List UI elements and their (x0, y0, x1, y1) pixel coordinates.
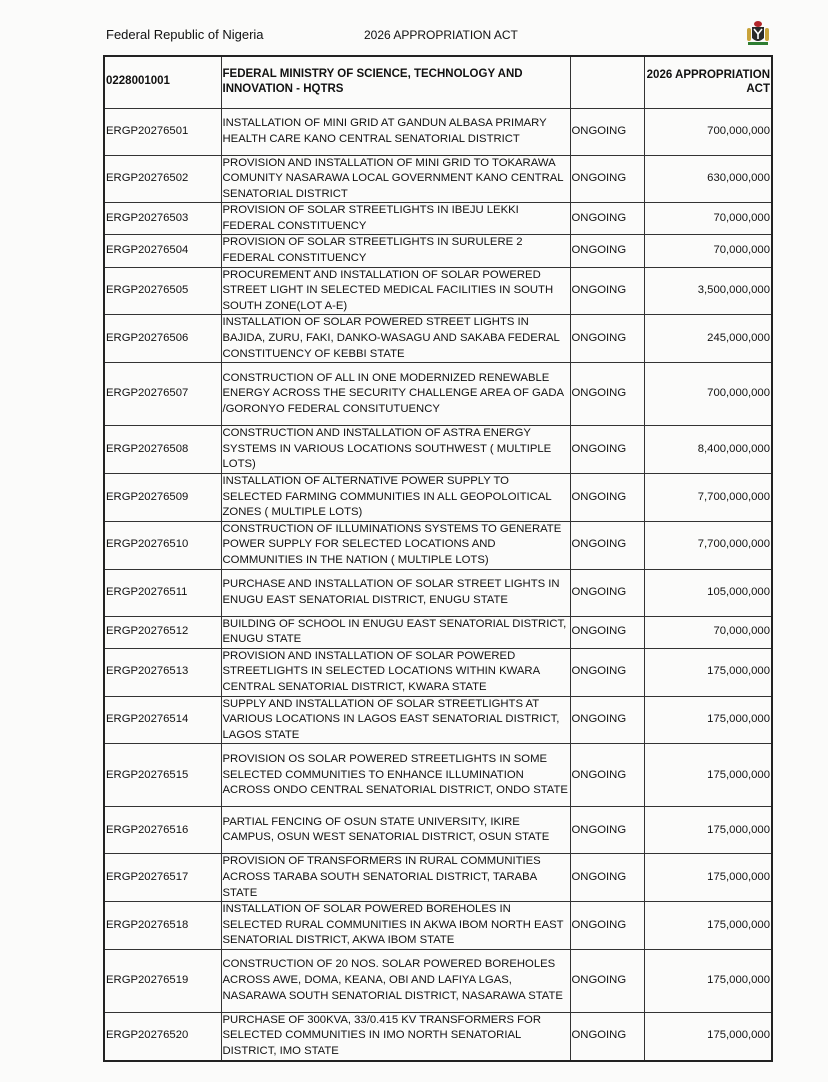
country-header: Federal Republic of Nigeria (106, 27, 264, 42)
item-description: PROVISION OF SOLAR STREETLIGHTS IN SURULERE 2 FEDERAL CONSTITUENCY (221, 235, 570, 267)
item-code: ERGP20276515 (104, 744, 221, 807)
item-description: INSTALLATION OF MINI GRID AT GANDUN ALBASA PRIMARY HEALTH CARE KANO CENTRAL SENATORIAL DISTRICT (221, 108, 570, 155)
item-amount: 630,000,000 (644, 155, 772, 203)
item-description: PURCHASE AND INSTALLATION OF SOLAR STREET LIGHTS IN ENUGU EAST SENATORIAL DISTRICT, ENUGU STATE (221, 569, 570, 616)
table-row (104, 949, 772, 1012)
table-row (104, 108, 772, 155)
appropriation-table (103, 55, 773, 1062)
item-amount: 70,000,000 (644, 203, 772, 235)
item-description: INSTALLATION OF ALTERNATIVE POWER SUPPLY TO SELECTED FARMING COMMUNITIES IN ALL GEOPOLOITICAL ZONES ( MULTIPLE LOTS) (221, 474, 570, 522)
table-row (104, 426, 772, 474)
item-description: CONSTRUCTION AND INSTALLATION OF ASTRA ENERGY SYSTEMS IN VARIOUS LOCATIONS SOUTHWEST ( MULTIPLE LOTS) (221, 426, 570, 474)
item-description: SUPPLY AND INSTALLATION OF SOLAR STREETLIGHTS AT VARIOUS LOCATIONS IN LAGOS EAST SENATORIAL DISTRICT, LAGOS STATE (221, 696, 570, 744)
item-status: ONGOING (570, 474, 644, 522)
item-code: ERGP20276504 (104, 235, 221, 267)
item-description: PROCUREMENT AND INSTALLATION OF SOLAR POWERED STREET LIGHT IN SELECTED MEDICAL FACILITIES IN SOUTH SOUTH ZONE(LOT A-E) (221, 267, 570, 315)
header-status-cell (570, 56, 644, 108)
item-description: INSTALLATION OF SOLAR POWERED STREET LIGHTS IN BAJIDA, ZURU, FAKI, DANKO-WASAGU AND SAKABA FEDERAL CONSTITUENCY OF KEBBI STATE (221, 315, 570, 363)
item-description: PROVISION OS SOLAR POWERED STREETLIGHTS IN SOME SELECTED COMMUNITIES TO ENHANCE ILLUMINATION ACROSS ONDO CENTRAL SENATORIAL DISTRICT, ONDO STATE (221, 744, 570, 807)
item-description: CONSTRUCTION OF 20 NOS. SOLAR POWERED BOREHOLES ACROSS AWE, DOMA, KEANA, OBI AND LAFIYA LGAS, NASARAWA SOUTH SENATORIAL DISTRICT, NASARAWA STATE (221, 949, 570, 1012)
item-status: ONGOING (570, 108, 644, 155)
item-amount: 245,000,000 (644, 315, 772, 363)
item-code: ERGP20276509 (104, 474, 221, 522)
item-amount: 175,000,000 (644, 807, 772, 854)
table-row (104, 807, 772, 854)
table-row (104, 203, 772, 235)
item-status: ONGOING (570, 267, 644, 315)
item-description: PROVISION OF TRANSFORMERS IN RURAL COMMUNITIES ACROSS TARABA SOUTH SENATORIAL DISTRICT, TARABA STATE (221, 854, 570, 902)
item-status: ONGOING (570, 744, 644, 807)
item-code: ERGP20276513 (104, 648, 221, 696)
item-code: ERGP20276520 (104, 1012, 221, 1060)
item-description: PURCHASE OF 300KVA, 33/0.415 KV TRANSFORMERS FOR SELECTED COMMUNITIES IN IMO NORTH SENATORIAL DISTRICT, IMO STATE (221, 1012, 570, 1060)
item-description: PROVISION OF SOLAR STREETLIGHTS IN IBEJU LEKKI FEDERAL CONSTITUENCY (221, 203, 570, 235)
item-status: ONGOING (570, 949, 644, 1012)
item-amount: 70,000,000 (644, 235, 772, 267)
item-amount: 3,500,000,000 (644, 267, 772, 315)
item-code: ERGP20276503 (104, 203, 221, 235)
item-status: ONGOING (570, 807, 644, 854)
item-description: INSTALLATION OF SOLAR POWERED BOREHOLES IN SELECTED RURAL COMMUNITIES IN AKWA IBOM NORTH EAST SENATORIAL DISTRICT, AKWA IBOM STATE (221, 902, 570, 950)
item-amount: 105,000,000 (644, 569, 772, 616)
nigeria-coat-of-arms-icon (744, 20, 772, 48)
table-row (104, 363, 772, 426)
table-row (104, 696, 772, 744)
item-status: ONGOING (570, 155, 644, 203)
item-status: ONGOING (570, 854, 644, 902)
item-status: ONGOING (570, 203, 644, 235)
item-status: ONGOING (570, 569, 644, 616)
item-amount: 175,000,000 (644, 648, 772, 696)
item-amount: 8,400,000,000 (644, 426, 772, 474)
item-amount: 70,000,000 (644, 616, 772, 648)
ministry-code: 0228001001 (104, 56, 221, 108)
table-header-row (104, 56, 772, 108)
item-amount: 175,000,000 (644, 696, 772, 744)
item-code: ERGP20276510 (104, 521, 221, 569)
item-status: ONGOING (570, 648, 644, 696)
item-amount: 7,700,000,000 (644, 521, 772, 569)
item-code: ERGP20276505 (104, 267, 221, 315)
item-code: ERGP20276514 (104, 696, 221, 744)
table-row (104, 648, 772, 696)
item-status: ONGOING (570, 315, 644, 363)
item-status: ONGOING (570, 363, 644, 426)
item-status: ONGOING (570, 1012, 644, 1060)
item-code: ERGP20276512 (104, 616, 221, 648)
item-amount: 700,000,000 (644, 108, 772, 155)
table-row (104, 267, 772, 315)
item-code: ERGP20276508 (104, 426, 221, 474)
appropriation-column-header: 2026 APPROPRIATION ACT (644, 56, 772, 108)
table-row (104, 521, 772, 569)
item-status: ONGOING (570, 426, 644, 474)
item-code: ERGP20276507 (104, 363, 221, 426)
item-description: PROVISION AND INSTALLATION OF MINI GRID TO TOKARAWA COMUNITY NASARAWA LOCAL GOVERNMENT KANO CENTRAL SENATORIAL DISTRICT (221, 155, 570, 203)
table-row (104, 569, 772, 616)
item-code: ERGP20276516 (104, 807, 221, 854)
item-amount: 700,000,000 (644, 363, 772, 426)
item-description: CONSTRUCTION OF ILLUMINATIONS SYSTEMS TO GENERATE POWER SUPPLY FOR SELECTED LOCATIONS AND COMMUNITIES IN THE NATION ( MULTIPLE LOTS) (221, 521, 570, 569)
item-status: ONGOING (570, 616, 644, 648)
ministry-title: FEDERAL MINISTRY OF SCIENCE, TECHNOLOGY AND INNOVATION - HQTRS (221, 56, 570, 108)
item-status: ONGOING (570, 902, 644, 950)
table-row (104, 1012, 772, 1060)
table-row (104, 155, 772, 203)
item-description: PROVISION AND INSTALLATION OF SOLAR POWERED STREETLIGHTS IN SELECTED LOCATIONS WITHIN KWARA CENTRAL SENATORIAL DISTRICT, KWARA STATE (221, 648, 570, 696)
table-row (104, 235, 772, 267)
item-status: ONGOING (570, 521, 644, 569)
item-amount: 175,000,000 (644, 949, 772, 1012)
item-amount: 175,000,000 (644, 1012, 772, 1060)
table-row (104, 616, 772, 648)
item-status: ONGOING (570, 235, 644, 267)
table-row (104, 315, 772, 363)
table-row (104, 902, 772, 950)
item-code: ERGP20276502 (104, 155, 221, 203)
item-code: ERGP20276518 (104, 902, 221, 950)
item-amount: 175,000,000 (644, 744, 772, 807)
table-row (104, 854, 772, 902)
act-title: 2026 APPROPRIATION ACT (364, 28, 518, 42)
item-amount: 7,700,000,000 (644, 474, 772, 522)
item-code: ERGP20276501 (104, 108, 221, 155)
item-description: PARTIAL FENCING OF OSUN STATE UNIVERSITY, IKIRE CAMPUS, OSUN WEST SENATORIAL DISTRICT, OSUN STATE (221, 807, 570, 854)
table-row (104, 474, 772, 522)
item-code: ERGP20276519 (104, 949, 221, 1012)
item-code: ERGP20276511 (104, 569, 221, 616)
item-code: ERGP20276506 (104, 315, 221, 363)
item-code: ERGP20276517 (104, 854, 221, 902)
item-amount: 175,000,000 (644, 854, 772, 902)
item-description: BUILDING OF SCHOOL IN ENUGU EAST SENATORIAL DISTRICT, ENUGU STATE (221, 616, 570, 648)
item-amount: 175,000,000 (644, 902, 772, 950)
item-status: ONGOING (570, 696, 644, 744)
table-row (104, 744, 772, 807)
item-description: CONSTRUCTION OF ALL IN ONE MODERNIZED RENEWABLE ENERGY ACROSS THE SECURITY CHALLENGE AREA OF GADA /GORONYO FEDERAL CONSITUTUENCY (221, 363, 570, 426)
